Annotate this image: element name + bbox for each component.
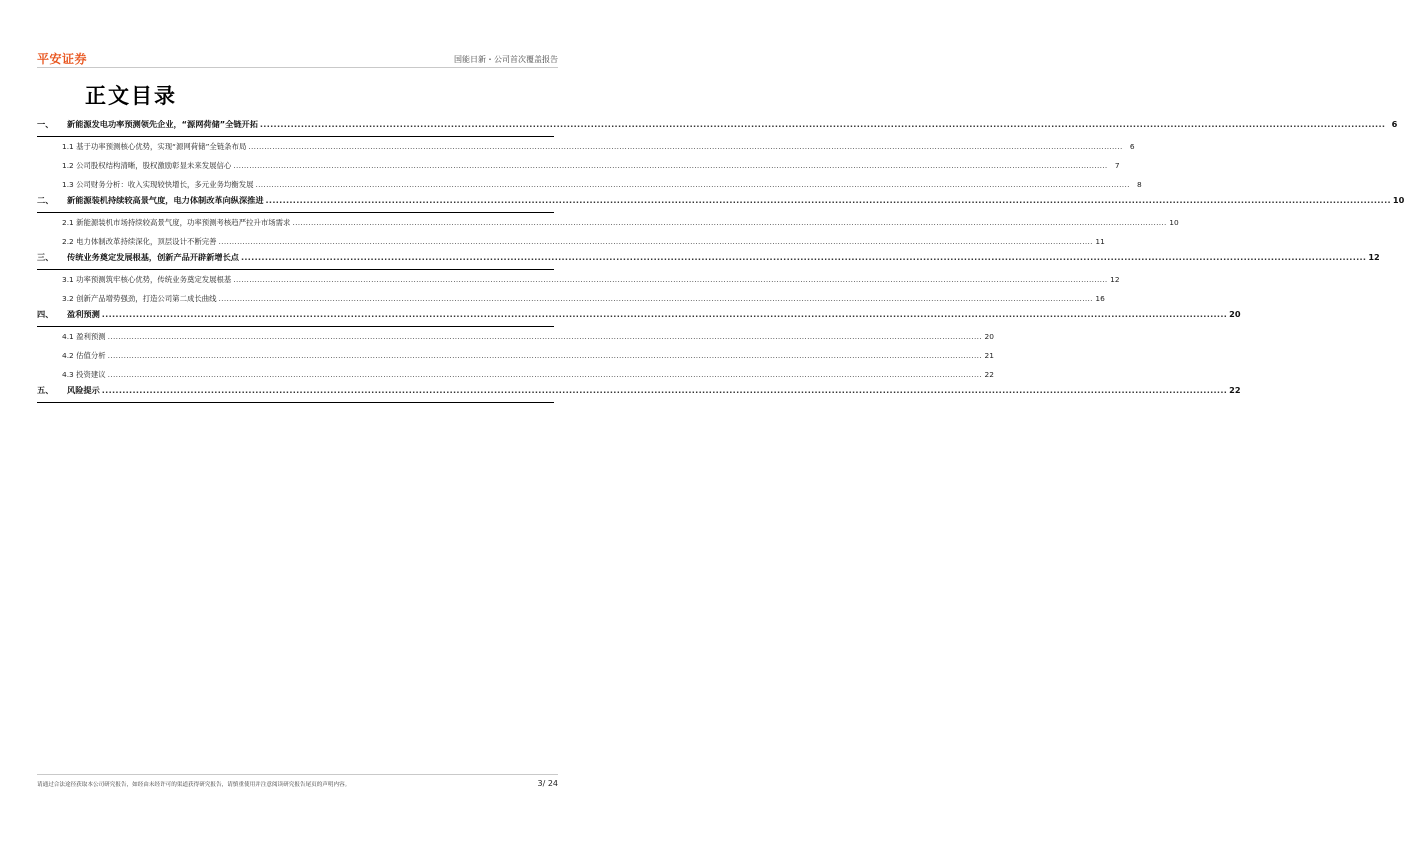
table-of-contents <box>37 118 1404 403</box>
toc-entry-title: 4.3 投资建议 <box>62 370 106 379</box>
toc-entry-title: 3.2 创新产品增势强劲，打造公司第二成长曲线 <box>62 294 217 303</box>
toc-section-entry[interactable] <box>37 308 1241 327</box>
toc-dot-leader: .......................................................................................................................................................................................................................................................................................................................................... <box>248 142 1123 151</box>
toc-entry-title: 3.1 功率预测筑牢核心优势，传统业务奠定发展根基 <box>62 275 232 284</box>
page-footer <box>37 774 558 794</box>
toc-section-number: 五、 <box>37 385 54 395</box>
toc-dot-leader: .......................................................................................................................................................................................................................................................................................................................................... <box>292 218 1167 227</box>
toc-page-number: 20 <box>1229 309 1241 319</box>
toc-section-entry[interactable] <box>37 251 1380 270</box>
toc-page-number: 10 <box>1392 195 1404 205</box>
toc-section-number: 一、 <box>37 119 54 129</box>
toc-dot-leader: .......................................................................................................................................................................................................................................................................................................................................... <box>107 351 982 360</box>
toc-entry-title: 2.2 电力体制改革持续深化，顶层设计不断完善 <box>62 237 217 246</box>
footer-disclaimer: 请通过合法途径获取本公司研究报告，如经由未经许可的渠道获得研究报告，请慎重使用并注意阅读研究报告尾页的声明内容。 <box>37 782 351 788</box>
toc-page-number: 10 <box>1169 218 1179 227</box>
toc-page-number: 20 <box>984 332 994 341</box>
toc-page-number: 21 <box>984 351 994 360</box>
toc-dot-leader: .......................................................................................................................................................................................................................................................................................................................................... <box>101 385 1228 395</box>
company-logo: 平安证券 <box>37 52 88 66</box>
toc-entry-title: 1.2 公司股权结构清晰，股权激励彰显未来发展信心 <box>62 161 232 170</box>
toc-page-number: 12 <box>1368 252 1380 262</box>
toc-dot-leader: .......................................................................................................................................................................................................................................................................................................................................... <box>265 195 1391 205</box>
toc-entry-title: 新能源装机持续较高景气度，电力体制改革向纵深推进 <box>67 195 264 205</box>
toc-page-number: 12 <box>1110 275 1120 284</box>
toc-dot-leader: .......................................................................................................................................................................................................................................................................................................................................... <box>107 370 982 379</box>
toc-page-number: 6 <box>1129 142 1135 151</box>
toc-dot-leader: .......................................................................................................................................................................................................................................................................................................................................... <box>240 252 1367 262</box>
toc-entry-title: 盈利预测 <box>67 309 100 319</box>
toc-dot-leader: .......................................................................................................................................................................................................................................................................................................................................... <box>233 161 1108 170</box>
toc-section-entry[interactable] <box>37 194 1404 213</box>
toc-section-number: 四、 <box>37 309 54 319</box>
toc-page-number: 16 <box>1095 294 1105 303</box>
toc-dot-leader: .......................................................................................................................................................................................................................................................................................................................................... <box>101 309 1228 319</box>
toc-entry-title: 1.1 基于功率预测核心优势，实现“源网荷储”全链条布局 <box>62 142 247 151</box>
toc-section-entry[interactable] <box>37 118 1398 137</box>
toc-title: 正文目录 <box>85 84 177 108</box>
page-number: 3/ 24 <box>537 779 558 788</box>
toc-section-entry[interactable] <box>37 384 1241 403</box>
toc-page-number: 8 <box>1137 180 1142 189</box>
toc-subsection-entry[interactable] <box>37 365 994 384</box>
toc-entry-title: 4.1 盈利预测 <box>62 332 106 341</box>
toc-subsection-entry[interactable] <box>37 346 994 365</box>
toc-dot-leader: .......................................................................................................................................................................................................................................................................................................................................... <box>218 294 1093 303</box>
toc-dot-leader: .......................................................................................................................................................................................................................................................................................................................................... <box>255 180 1130 189</box>
toc-subsection-entry[interactable] <box>37 213 1179 232</box>
toc-entry-title: 4.2 估值分析 <box>62 351 106 360</box>
toc-subsection-entry[interactable] <box>37 327 994 346</box>
toc-subsection-entry[interactable] <box>37 175 1142 194</box>
toc-subsection-entry[interactable] <box>37 270 1120 289</box>
toc-entry-title: 传统业务奠定发展根基，创新产品开辟新增长点 <box>67 252 239 262</box>
toc-page-number: 22 <box>1229 385 1241 395</box>
toc-entry-title: 新能源发电功率预测领先企业，“源网荷储”全链开拓 <box>67 119 258 129</box>
report-type-label: 国能日新・公司首次覆盖报告 <box>454 55 558 64</box>
page-header <box>37 50 558 68</box>
toc-dot-leader: .......................................................................................................................................................................................................................................................................................................................................... <box>107 332 982 341</box>
toc-entry-title: 1.3 公司财务分析：收入实现较快增长，多元业务均衡发展 <box>62 180 254 189</box>
toc-subsection-entry[interactable] <box>37 156 1120 175</box>
toc-subsection-entry[interactable] <box>37 232 1105 251</box>
toc-page-number: 6 <box>1391 119 1398 129</box>
toc-page-number: 11 <box>1095 237 1105 246</box>
toc-page-number: 22 <box>984 370 994 379</box>
toc-page-number: 7 <box>1114 161 1120 170</box>
toc-dot-leader: .......................................................................................................................................................................................................................................................................................................................................... <box>218 237 1093 246</box>
toc-section-number: 三、 <box>37 252 54 262</box>
toc-entry-title: 2.1 新能源装机市场持续较高景气度，功率预测考核趋严拉升市场需求 <box>62 218 291 227</box>
toc-subsection-entry[interactable] <box>37 137 1135 156</box>
toc-entry-title: 风险提示 <box>67 385 100 395</box>
toc-dot-leader: .......................................................................................................................................................................................................................................................................................................................................... <box>259 119 1386 129</box>
toc-dot-leader: .......................................................................................................................................................................................................................................................................................................................................... <box>233 275 1108 284</box>
toc-subsection-entry[interactable] <box>37 289 1105 308</box>
toc-section-number: 二、 <box>37 195 54 205</box>
